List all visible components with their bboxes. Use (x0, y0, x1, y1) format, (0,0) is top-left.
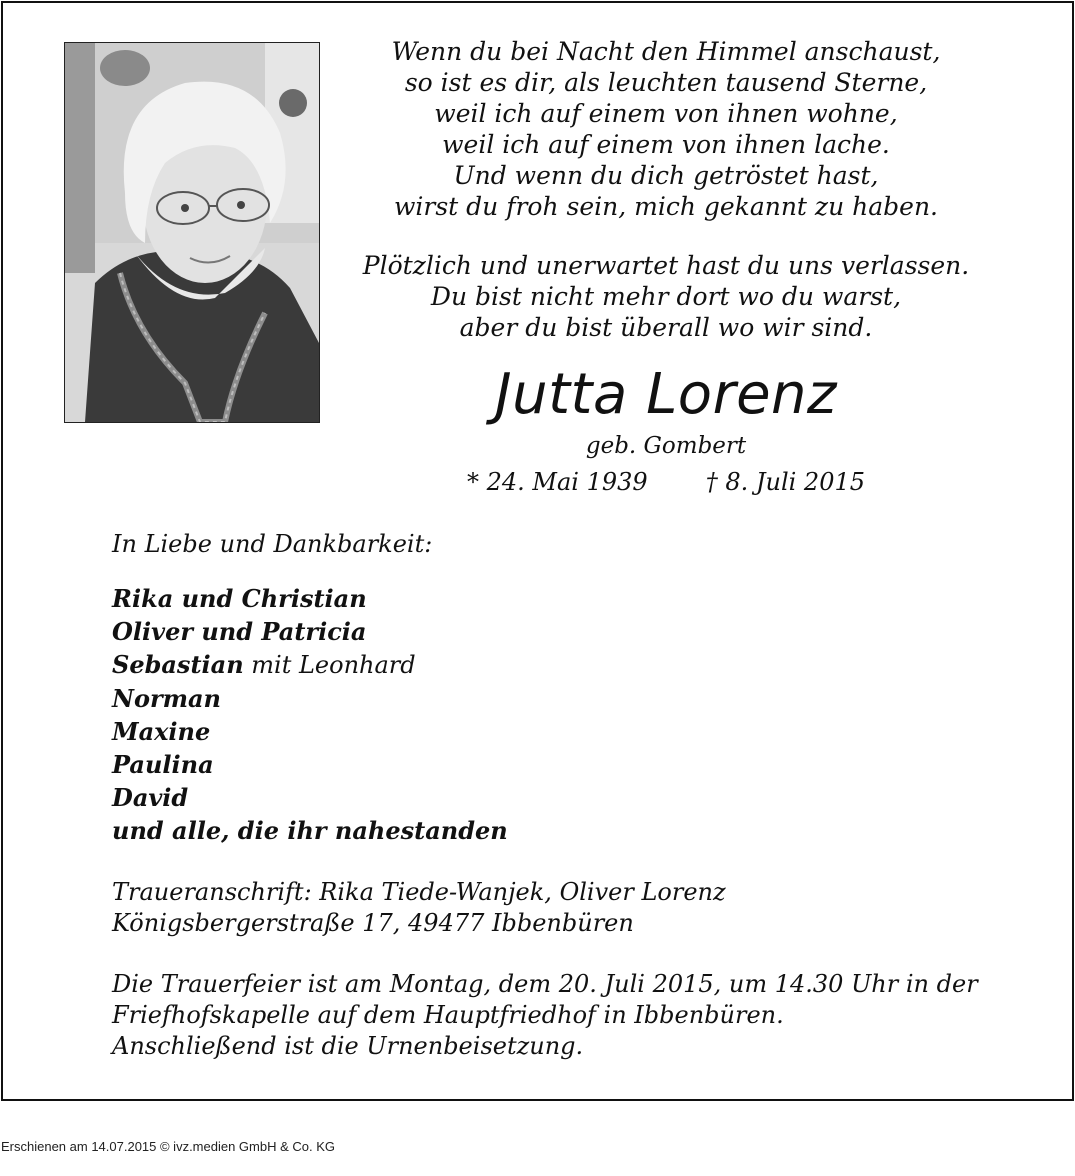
funeral-service-info (112, 969, 978, 1062)
poem-line: weil ich auf einem von ihnen wohne, (434, 99, 898, 128)
poem-line: Und wenn du dich getröstet hast, (453, 161, 879, 190)
poem-line: wirst du froh sein, mich gekannt zu haben. (393, 192, 938, 221)
portrait-photo (64, 42, 320, 423)
address-line: Königsbergerstraße 17, 49477 Ibbenbüren (112, 909, 634, 937)
mourner-name: David (112, 783, 189, 812)
service-line: Anschließend ist die Urnenbeisetzung. (112, 1032, 584, 1060)
poem-line: Du bist nicht mehr dort wo du warst, (430, 282, 902, 311)
publication-footer: Erschienen am 14.07.2015 © ivz.medien GmbH & Co. KG (1, 1139, 336, 1154)
mourners-list (112, 582, 508, 847)
mourner-name: Paulina (112, 750, 214, 779)
birth-name: geb. Gombert (585, 433, 747, 459)
address-line: Traueranschrift: Rika Tiede-Wanjek, Oliver Lorenz (112, 878, 726, 906)
mourning-address (112, 877, 726, 939)
service-line: Friefhofskapelle auf dem Hauptfriedhof in Ibbenbüren. (112, 1001, 784, 1029)
mourner-name: und alle, die ihr nahestanden (112, 816, 508, 845)
poem-line: so ist es dir, als leuchten tausend Sterne, (404, 68, 928, 97)
mourner-name: Oliver und Patricia (112, 617, 367, 646)
poem-line: weil ich auf einem von ihnen lache. (442, 130, 890, 159)
poem-line: aber du bist überall wo wir sind. (459, 313, 873, 342)
mourners-intro: In Liebe und Dankbarkeit: (112, 530, 433, 558)
portrait-image (65, 43, 319, 422)
birth-date: * 24. Mai 1939 (467, 468, 648, 496)
service-line: Die Trauerfeier ist am Montag, dem 20. Juli 2015, um 14.30 Uhr in der (112, 970, 978, 998)
mourner-suffix: mit Leonhard (243, 651, 416, 679)
poem-line: Wenn du bei Nacht den Himmel anschaust, (391, 37, 941, 66)
death-date: † 8. Juli 2015 (705, 468, 865, 496)
mourner-name: Maxine (112, 717, 211, 746)
poem-line: Plötzlich und unerwartet hast du uns verlassen. (362, 251, 970, 280)
mourner-entry (112, 648, 508, 682)
mourner-name: Sebastian (112, 650, 244, 679)
poem (330, 36, 1002, 343)
stanza-gap (330, 222, 1002, 250)
mourner-name: Rika und Christian (112, 584, 367, 613)
mourner-name: Norman (112, 684, 221, 713)
deceased-name: Jutta Lorenz (495, 362, 837, 427)
life-dates (330, 467, 1002, 497)
